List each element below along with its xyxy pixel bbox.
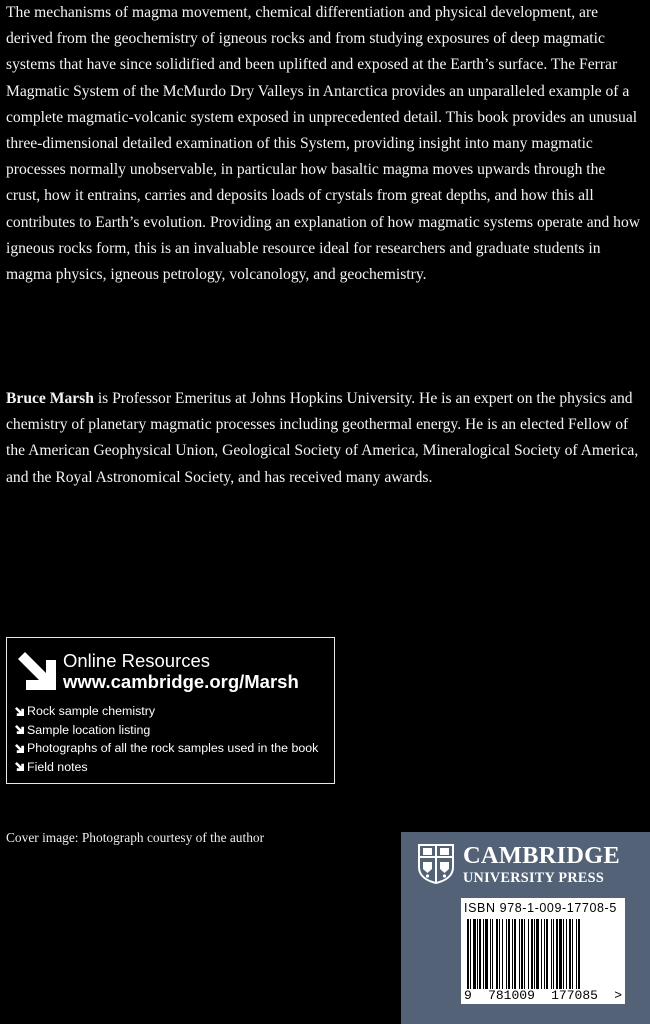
arrow-down-right-icon xyxy=(15,707,24,716)
isbn-label: ISBN 978-1-009-17708-5 xyxy=(464,901,617,915)
barcode-bar xyxy=(496,919,498,989)
barcode-bar xyxy=(473,919,476,989)
resources-list xyxy=(15,702,318,776)
arrow-down-right-icon xyxy=(15,725,24,734)
barcode-bar xyxy=(544,919,545,989)
barcode-bar xyxy=(467,919,469,989)
publisher-name: CAMBRIDGE xyxy=(463,842,620,869)
list-item xyxy=(15,739,318,758)
book-description: The mechanisms of magma movement, chemical differentiation and physical development, are derived from the geochemistry of igneous rocks and from studying exposures of deep magmatic systems that have since solidified and been uplifted and exposed at the Earth’s surface. The Ferrar Magmatic System of the McMurdo Dry Valleys in Antarctica provides an unparalleled example of a complete magmatic-volcanic system exposed in unprecedented detail. This book provides an unusual three-dimensional detailed examination of this System, providing insight into many magmatic processes normally unobservable, in particular how basaltic magma moves upwards through the crust, how it entrains, carries and deposits loads of crystals from great depths, and how this all contributes to Earth’s evolution. Providing an explanation of how magmatic systems operate and how igneous rocks form, this is an invaluable resource ideal for researchers and graduate students in magma physics, igneous petrology, volcanology, and geochemistry. xyxy=(6,4,641,284)
barcode-bar xyxy=(508,919,510,989)
barcode-bar xyxy=(502,919,503,989)
barcode-digits xyxy=(461,988,625,1003)
barcode-bar xyxy=(569,919,571,989)
barcode-arrow: > xyxy=(614,988,622,1003)
barcode-lead-digit: 9 xyxy=(464,988,472,1003)
barcode-bar xyxy=(546,919,548,989)
list-item xyxy=(15,702,318,721)
barcode-group-1: 781009 xyxy=(488,988,535,1003)
cover-credit: Cover image: Photograph courtesy of the author xyxy=(6,830,265,845)
cambridge-crest-icon xyxy=(417,843,455,885)
barcode-bar xyxy=(551,919,552,989)
publisher-panel xyxy=(401,832,650,1024)
barcode-bar xyxy=(566,919,567,989)
online-resources-box xyxy=(6,637,335,784)
arrow-down-right-icon xyxy=(15,744,24,753)
barcode-bar xyxy=(528,919,529,989)
list-item xyxy=(15,758,318,777)
arrow-down-right-icon xyxy=(15,762,24,771)
publisher-subtitle: UNIVERSITY PRESS xyxy=(463,870,605,886)
barcode-bar xyxy=(553,919,554,989)
barcode-bar xyxy=(512,919,513,989)
barcode-bar xyxy=(483,919,484,989)
barcode-bar xyxy=(536,919,539,989)
barcode-bar xyxy=(524,919,525,989)
list-item xyxy=(15,721,318,740)
barcode-bar xyxy=(499,919,500,989)
resource-item-label: Rock sample chemistry xyxy=(27,704,156,718)
barcode-bar xyxy=(556,919,558,989)
barcode-bar xyxy=(519,919,520,989)
barcode-bar xyxy=(490,919,491,989)
barcode-bar xyxy=(534,919,535,989)
barcode-bar xyxy=(492,919,493,989)
barcode-bar xyxy=(477,919,478,989)
resource-item-label: Photographs of all the rock samples used in the book xyxy=(27,741,319,755)
barcode-bar xyxy=(572,919,573,989)
barcode-bar xyxy=(563,919,564,989)
barcode-bar xyxy=(576,919,577,989)
author-name: Bruce Marsh xyxy=(6,390,94,407)
barcode-bar xyxy=(531,919,533,989)
resource-item-label: Sample location listing xyxy=(27,722,151,737)
barcode-bars xyxy=(467,919,620,989)
arrow-down-right-icon xyxy=(16,650,58,692)
author-bio-text: is Professor Emeritus at Johns Hopkins University. He is an expert on the physics and chemistry of planetary magmatic processes including geothermal energy. He is an elected Fellow of the American Geophysical Union, Geological Society of America, Mineralogical Society of America, and the Royal Astronomical Society, and has received many awards. xyxy=(6,390,639,486)
barcode-bar xyxy=(521,919,523,989)
barcode-bar xyxy=(559,919,562,989)
barcode-bar xyxy=(514,919,516,989)
online-resources-url[interactable]: www.cambridge.org/Marsh xyxy=(63,671,299,692)
barcode-bar xyxy=(479,919,481,989)
barcode-bar xyxy=(506,919,507,989)
online-resources-title: Online Resources xyxy=(63,650,211,671)
author-bio xyxy=(6,386,642,491)
barcode-bar xyxy=(485,919,488,989)
barcode-bar xyxy=(541,919,542,989)
barcode-group-2: 177085 xyxy=(551,988,598,1003)
isbn-barcode xyxy=(461,898,625,1004)
barcode-bar xyxy=(578,919,580,989)
resource-item-label: Field notes xyxy=(27,759,88,774)
barcode-bar xyxy=(470,919,471,989)
